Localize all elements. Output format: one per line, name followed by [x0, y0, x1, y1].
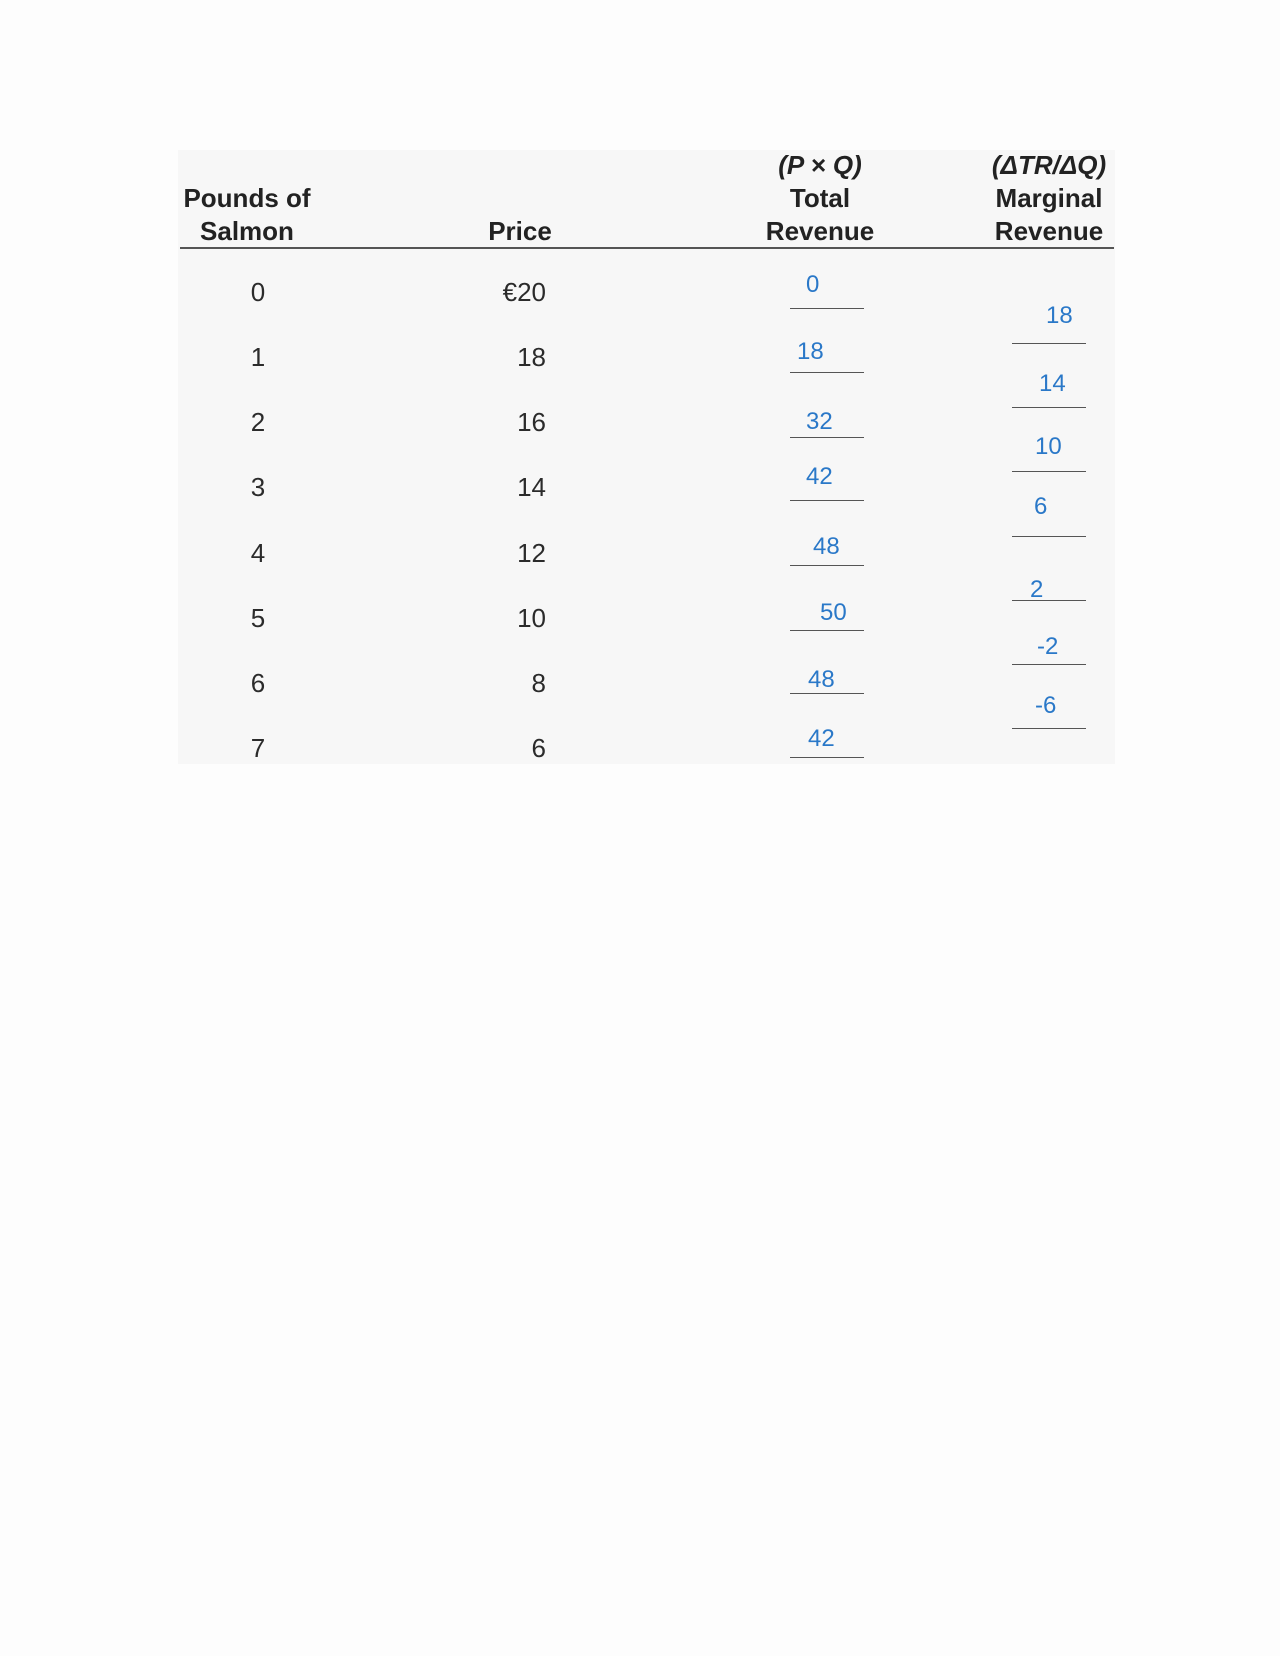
marginal-revenue-blank [1012, 600, 1086, 601]
header-pounds [172, 182, 322, 248]
total-revenue-blank [790, 308, 864, 309]
header-price: Price [488, 216, 552, 246]
total-revenue-answer: 42 [806, 463, 833, 490]
total-revenue-answer: 0 [806, 271, 820, 298]
price-cell: €20 [502, 277, 546, 307]
price-cell: 16 [517, 407, 546, 437]
pounds-cell: 6 [250, 668, 266, 698]
total-revenue-blank [790, 757, 864, 758]
header-pounds-line1: Pounds of [183, 183, 311, 213]
total-revenue-answer: 32 [806, 408, 833, 435]
price-cell: 6 [531, 733, 546, 763]
price-cell: 8 [531, 668, 546, 698]
pounds-cell: 3 [250, 472, 266, 502]
total-revenue-blank [790, 693, 864, 694]
total-revenue-blank [790, 437, 864, 438]
header-marginal-revenue-line1: Marginal [995, 183, 1103, 213]
marginal-revenue-blank [1012, 664, 1086, 665]
marginal-revenue-answer: -6 [1035, 692, 1057, 719]
header-marginal-revenue-line2: Revenue [994, 216, 1104, 246]
pounds-cell: 5 [250, 603, 266, 633]
header-total-revenue-line2: Revenue [765, 216, 875, 246]
total-revenue-blank [790, 565, 864, 566]
header-total-revenue-line1: Total [789, 183, 851, 213]
marginal-revenue-answer: 2 [1030, 576, 1044, 603]
header-total-revenue-formula: (P × Q) [778, 150, 862, 180]
total-revenue-answer: 42 [808, 725, 835, 752]
total-revenue-blank [790, 630, 864, 631]
pounds-cell: 2 [250, 407, 266, 437]
total-revenue-blank [790, 500, 864, 501]
price-cell: 14 [517, 472, 546, 502]
header-total-revenue [740, 149, 900, 248]
total-revenue-answer: 18 [797, 338, 824, 365]
total-revenue-answer: 48 [813, 533, 840, 560]
header-marginal-revenue [964, 149, 1134, 248]
marginal-revenue-answer: -2 [1037, 633, 1059, 660]
pounds-cell: 0 [250, 277, 266, 307]
total-revenue-answer: 48 [808, 666, 835, 693]
marginal-revenue-blank [1012, 407, 1086, 408]
price-cell: 10 [517, 603, 546, 633]
total-revenue-answer: 50 [820, 599, 847, 626]
header-pounds-line2: Salmon [200, 216, 294, 246]
marginal-revenue-blank [1012, 343, 1086, 344]
total-revenue-blank [790, 372, 864, 373]
price-cell: 12 [517, 538, 546, 568]
marginal-revenue-blank [1012, 728, 1086, 729]
header-marginal-revenue-formula: (ΔTR/ΔQ) [991, 150, 1107, 180]
header-divider [180, 247, 1114, 249]
marginal-revenue-blank [1012, 471, 1086, 472]
pounds-cell: 4 [250, 538, 266, 568]
marginal-revenue-answer: 18 [1046, 302, 1073, 329]
pounds-cell: 1 [250, 342, 266, 372]
price-cell: 18 [517, 342, 546, 372]
marginal-revenue-answer: 10 [1035, 433, 1062, 460]
marginal-revenue-answer: 6 [1034, 493, 1048, 520]
marginal-revenue-blank [1012, 536, 1086, 537]
marginal-revenue-answer: 14 [1039, 370, 1066, 397]
pounds-cell: 7 [250, 733, 266, 763]
